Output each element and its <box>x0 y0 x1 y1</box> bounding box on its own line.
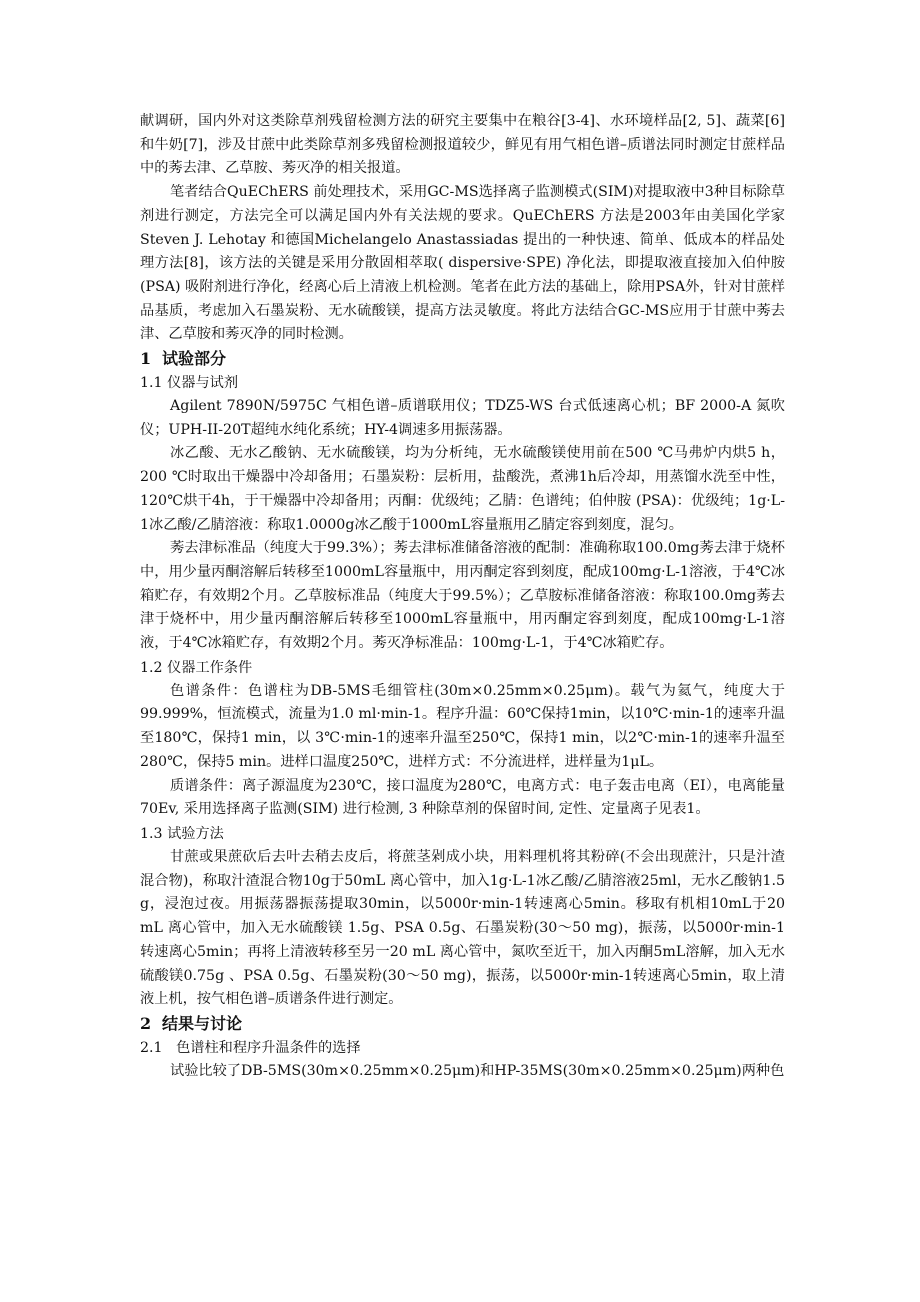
subsection-1-2-title: 仪器工作条件 <box>167 659 253 676</box>
intro-paragraph-2: 笔者结合QuEChERS 前处理技术，采用GC-MS选择离子监测模式(SIM)对提取液中3种目标除草剂进行测定，方法完全可以满足国内外有关法规的要求。QuEChERS 方法是2003年由美国化学家Steven J. Lehotay 和德国Michelangelo Anastassiadas 提出的一种快速、简单、低成本的样品处理方法[8]，该方法的关键是采用分散固相萃取( dispersive·SPE) 净化法，即提取液直接加入伯仲胺(PSA) 吸附剂进行净化，经离心后上清液上机检测。笔者在此方法的基础上，除用PSA外，针对甘蔗样品基质，考虑加入石墨炭粉、无水硫酸镁，提高方法灵敏度。将此方法结合GC-MS应用于甘蔗中莠去津、乙草胺和莠灭净的同时检测。 <box>140 184 785 343</box>
chromatography-conditions-paragraph: 色谱条件：色谱柱为DB-5MS毛细管柱(30m×0.25mm×0.25μm)。载气为氦气，纯度大于99.999%，恒流模式，流量为1.0 ml·min-1。程序升温：60℃保持1min，以10℃·min-1的速率升温至180℃，保持1 min，以 3℃·min-1的速率升温至250℃，保持1 min，以2℃·min-1的速率升温至280℃，保持5 min。进样口温度250℃，进样方式：不分流进样，进样量为1μL。 <box>140 682 785 770</box>
column-selection-paragraph: 试验比较了DB-5MS(30m×0.25mm×0.25μm)和HP-35MS(30m×0.25mm×0.25μm)两种色 <box>170 1062 785 1079</box>
section-2-number: 2 <box>140 1013 152 1033</box>
subsection-1-2-number: 1.2 <box>140 659 163 676</box>
subsection-1-1-title: 仪器与试剂 <box>167 375 239 392</box>
subsection-2-1-title: 色谱柱和程序升温条件的选择 <box>176 1039 361 1056</box>
intro-paragraph-1: 献调研，国内外对这类除草剂残留检测方法的研究主要集中在粮谷[3-4]、水环境样品[2, 5]、蔬菜[6]和牛奶[7]，涉及甘蔗中此类除草剂多残留检测报道较少，鲜见有用气相色谱–质谱法同时测定甘蔗样品中的莠去津、乙草胺、莠灭净的相关报道。 <box>140 113 785 177</box>
standards-paragraph: 莠去津标准品（纯度大于99.3%）；莠去津标准储备溶液的配制：准确称取100.0mg莠去津于烧杯中，用少量丙酮溶解后转移至1000mL容量瓶中，用丙酮定容到刻度，配成100mg·L-1溶液，于4℃冰箱贮存，有效期2个月。乙草胺标准品（纯度大于99.5%）；乙草胺标准储备溶液：称取100.0mg莠去津于烧杯中，用少量丙酮溶解后转移至1000mL容量瓶中，用丙酮定容到刻度，配成100mg·L-1溶液，于4℃冰箱贮存，有效期2个月。莠灭净标准品：100mg·L-1，于4℃冰箱贮存。 <box>140 540 785 652</box>
subsection-1-3-number: 1.3 <box>140 825 163 842</box>
subsection-1-1-number: 1.1 <box>140 375 163 392</box>
mass-spec-conditions-paragraph: 质谱条件：离子源温度为230℃，接口温度为280℃，电离方式：电子轰击电离（EI），电离能量70Ev, 采用选择离子监测(SIM) 进行检测, 3 种除草剂的保留时间, 定性、定量离子见表1。 <box>140 777 785 818</box>
section-1-heading <box>140 347 785 371</box>
subsection-1-1-heading <box>140 371 785 395</box>
section-2-heading <box>140 1012 785 1036</box>
reagents-paragraph: 冰乙酸、无水乙酸钠、无水硫酸镁，均为分析纯，无水硫酸镁使用前在500 ℃马弗炉内烘5 h，200 ℃时取出干燥器中冷却备用；石墨炭粉：层析用，盐酸洗，煮沸1h后冷却，用蒸馏水洗至中性，120℃烘干4h，于干燥器中冷却备用；丙酮：优级纯；乙腈：色谱纯；伯仲胺 (PSA)：优级纯；1g·L-1冰乙酸/乙腈溶液：称取1.0000g冰乙酸于1000mL容量瓶用乙腈定容到刻度，混匀。 <box>140 445 785 533</box>
subsection-1-3-title: 试验方法 <box>167 825 224 842</box>
subsection-2-1-heading <box>140 1036 785 1060</box>
instruments-paragraph: Agilent 7890N/5975C 气相色谱–质谱联用仪；TDZ5-WS 台式低速离心机；BF 2000-A 氮吹仪；UPH-II-20T超纯水纯化系统；HY-4调速多用振荡器。 <box>140 398 785 438</box>
subsection-1-2-heading <box>140 656 785 680</box>
document-page <box>140 110 785 1084</box>
subsection-2-1-number: 2.1 <box>140 1039 163 1056</box>
section-2-title: 结果与讨论 <box>162 1013 243 1033</box>
subsection-1-3-heading <box>140 822 785 846</box>
section-1-title: 试验部分 <box>162 349 227 369</box>
test-method-paragraph: 甘蔗或果蔗砍后去叶去稍去皮后，将蔗茎剁成小块，用料理机将其粉碎(不会出现蔗汁，只是汁渣混合物)，称取汁渣混合物10g于50mL 离心管中，加入1g·L-1冰乙酸/乙腈溶液25ml，无水乙酸钠1.5 g，浸泡过夜。用振荡器振荡提取30min，以5000r·min-1转速离心5min。移取有机相10mL于20 mL 离心管中，加入无水硫酸镁 1.5g、PSA 0.5g、石墨炭粉(30～50 mg)，振荡，以5000r·min-1转速离心5min；再将上清液转移至另一20 mL 离心管中，氮吹至近干，加入丙酮5mL溶解，加入无水硫酸镁0.75g 、PSA 0.5g、石墨炭粉(30～50 mg)，振荡，以5000r·min-1转速离心5min，取上清液上机，按气相色谱–质谱条件进行测定。 <box>140 848 785 1008</box>
section-1-number: 1 <box>140 349 152 369</box>
